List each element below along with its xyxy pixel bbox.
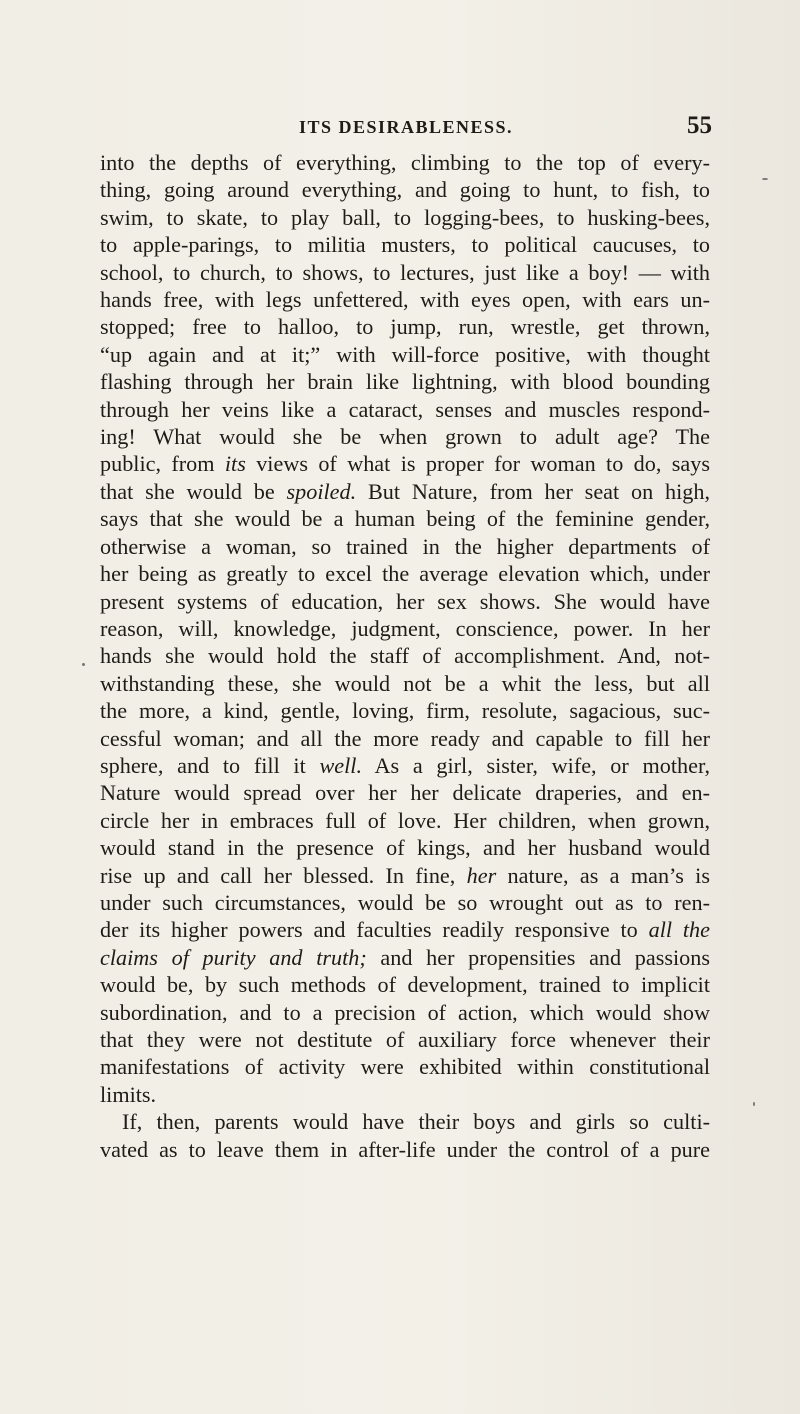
text-line xyxy=(100,944,710,971)
text-line xyxy=(100,478,710,505)
body-text xyxy=(100,149,710,1163)
text-line: reason, will, knowledge, judgment, conscience, power. In her xyxy=(100,615,710,641)
text-line: swim, to skate, to play ball, to logging-bees, to husking-bees, xyxy=(100,204,710,230)
margin-speck xyxy=(82,663,85,666)
text-line xyxy=(100,450,710,477)
text-line: vated as to leave them in after-life under the control of a pure xyxy=(100,1136,710,1162)
text-line: limits. xyxy=(100,1081,157,1107)
italic-emphasis: her xyxy=(466,862,497,888)
text-line: that they were not destitute of auxiliary force whenever their xyxy=(100,1027,710,1052)
text-line: into the depths of everything, climbing to the top of every- xyxy=(100,150,710,175)
italic-emphasis: claims of purity and truth; xyxy=(100,944,367,970)
text-line: otherwise a woman, so trained in the higher departments of xyxy=(100,533,710,559)
text-segment: der its higher powers and faculties readily responsive to xyxy=(100,917,649,943)
text-line: school, to church, to shows, to lectures, just like a boy! — with xyxy=(100,259,710,285)
text-line xyxy=(100,752,710,779)
text-line: stopped; free to halloo, to jump, run, wrestle, get thrown, xyxy=(100,314,710,340)
italic-emphasis: spoiled. xyxy=(286,478,357,504)
page-number: 55 xyxy=(687,112,712,139)
text-line: hands free, with legs unfettered, with eyes open, with ears un- xyxy=(100,287,710,313)
text-line xyxy=(100,916,710,943)
text-segment: But Nature, from her seat on high, xyxy=(356,478,710,504)
text-segment: nature, as a man’s is xyxy=(496,862,710,888)
text-line xyxy=(100,862,710,889)
text-line: the more, a kind, gentle, loving, firm, resolute, sagacious, suc- xyxy=(100,698,710,724)
text-line: would be, by such methods of development, trained to implicit xyxy=(100,972,710,998)
text-line: withstanding these, she would not be a whit the less, but all xyxy=(100,670,710,696)
text-segment: As a girl, sister, wife, or mother, xyxy=(362,752,710,778)
text-line: circle her in embraces full of love. Her children, when grown, xyxy=(100,807,710,833)
text-line: manifestations of activity were exhibited within constitutional xyxy=(100,1054,710,1080)
text-line: ing! What would she be when grown to adult age? The xyxy=(100,424,710,450)
text-line: her being as greatly to excel the average elevation which, under xyxy=(100,561,710,587)
text-line: If, then, parents would have their boys and girls so culti- xyxy=(122,1109,710,1135)
text-line: hands she would hold the staff of accomplishment. And, not- xyxy=(100,643,710,669)
text-line: cessful woman; and all the more ready and capable to fill her xyxy=(100,725,710,751)
italic-emphasis: well. xyxy=(319,752,362,778)
text-line: Nature would spread over her her delicate draperies, and en- xyxy=(100,780,710,806)
text-line: says that she would be a human being of the feminine gender, xyxy=(100,506,710,532)
text-line: through her veins like a cataract, senses and muscles respond- xyxy=(100,396,710,422)
text-line: to apple-parings, to militia musters, to political caucuses, to xyxy=(100,232,710,258)
italic-emphasis: its xyxy=(224,451,246,477)
text-line: subordination, and to a precision of action, which would show xyxy=(100,999,710,1025)
text-segment: sphere, and to fill it xyxy=(100,752,320,778)
text-line: present systems of education, her sex shows. She would have xyxy=(100,588,710,614)
text-line: under such circumstances, would be so wrought out as to ren- xyxy=(100,889,710,915)
italic-emphasis: all the xyxy=(648,917,711,943)
text-line: thing, going around everything, and going to hunt, to fish, to xyxy=(100,177,710,203)
text-line: “up again and at it;” with will-force positive, with thought xyxy=(100,341,710,367)
page-header xyxy=(100,112,712,142)
text-segment: and her propensities and passions xyxy=(366,944,710,970)
text-segment: rise up and call her blessed. In fine, xyxy=(100,862,467,888)
margin-speck xyxy=(762,178,768,180)
text-line: flashing through her brain like lightning, with blood bounding xyxy=(100,369,710,395)
text-segment: public, from xyxy=(100,451,225,477)
margin-speck xyxy=(753,1102,755,1106)
text-segment: views of what is proper for woman to do, says xyxy=(245,451,710,477)
text-line: would stand in the presence of kings, and her husband would xyxy=(100,835,710,861)
running-title: ITS DESIRABLENESS. xyxy=(298,117,514,137)
text-segment: that she would be xyxy=(100,478,287,504)
